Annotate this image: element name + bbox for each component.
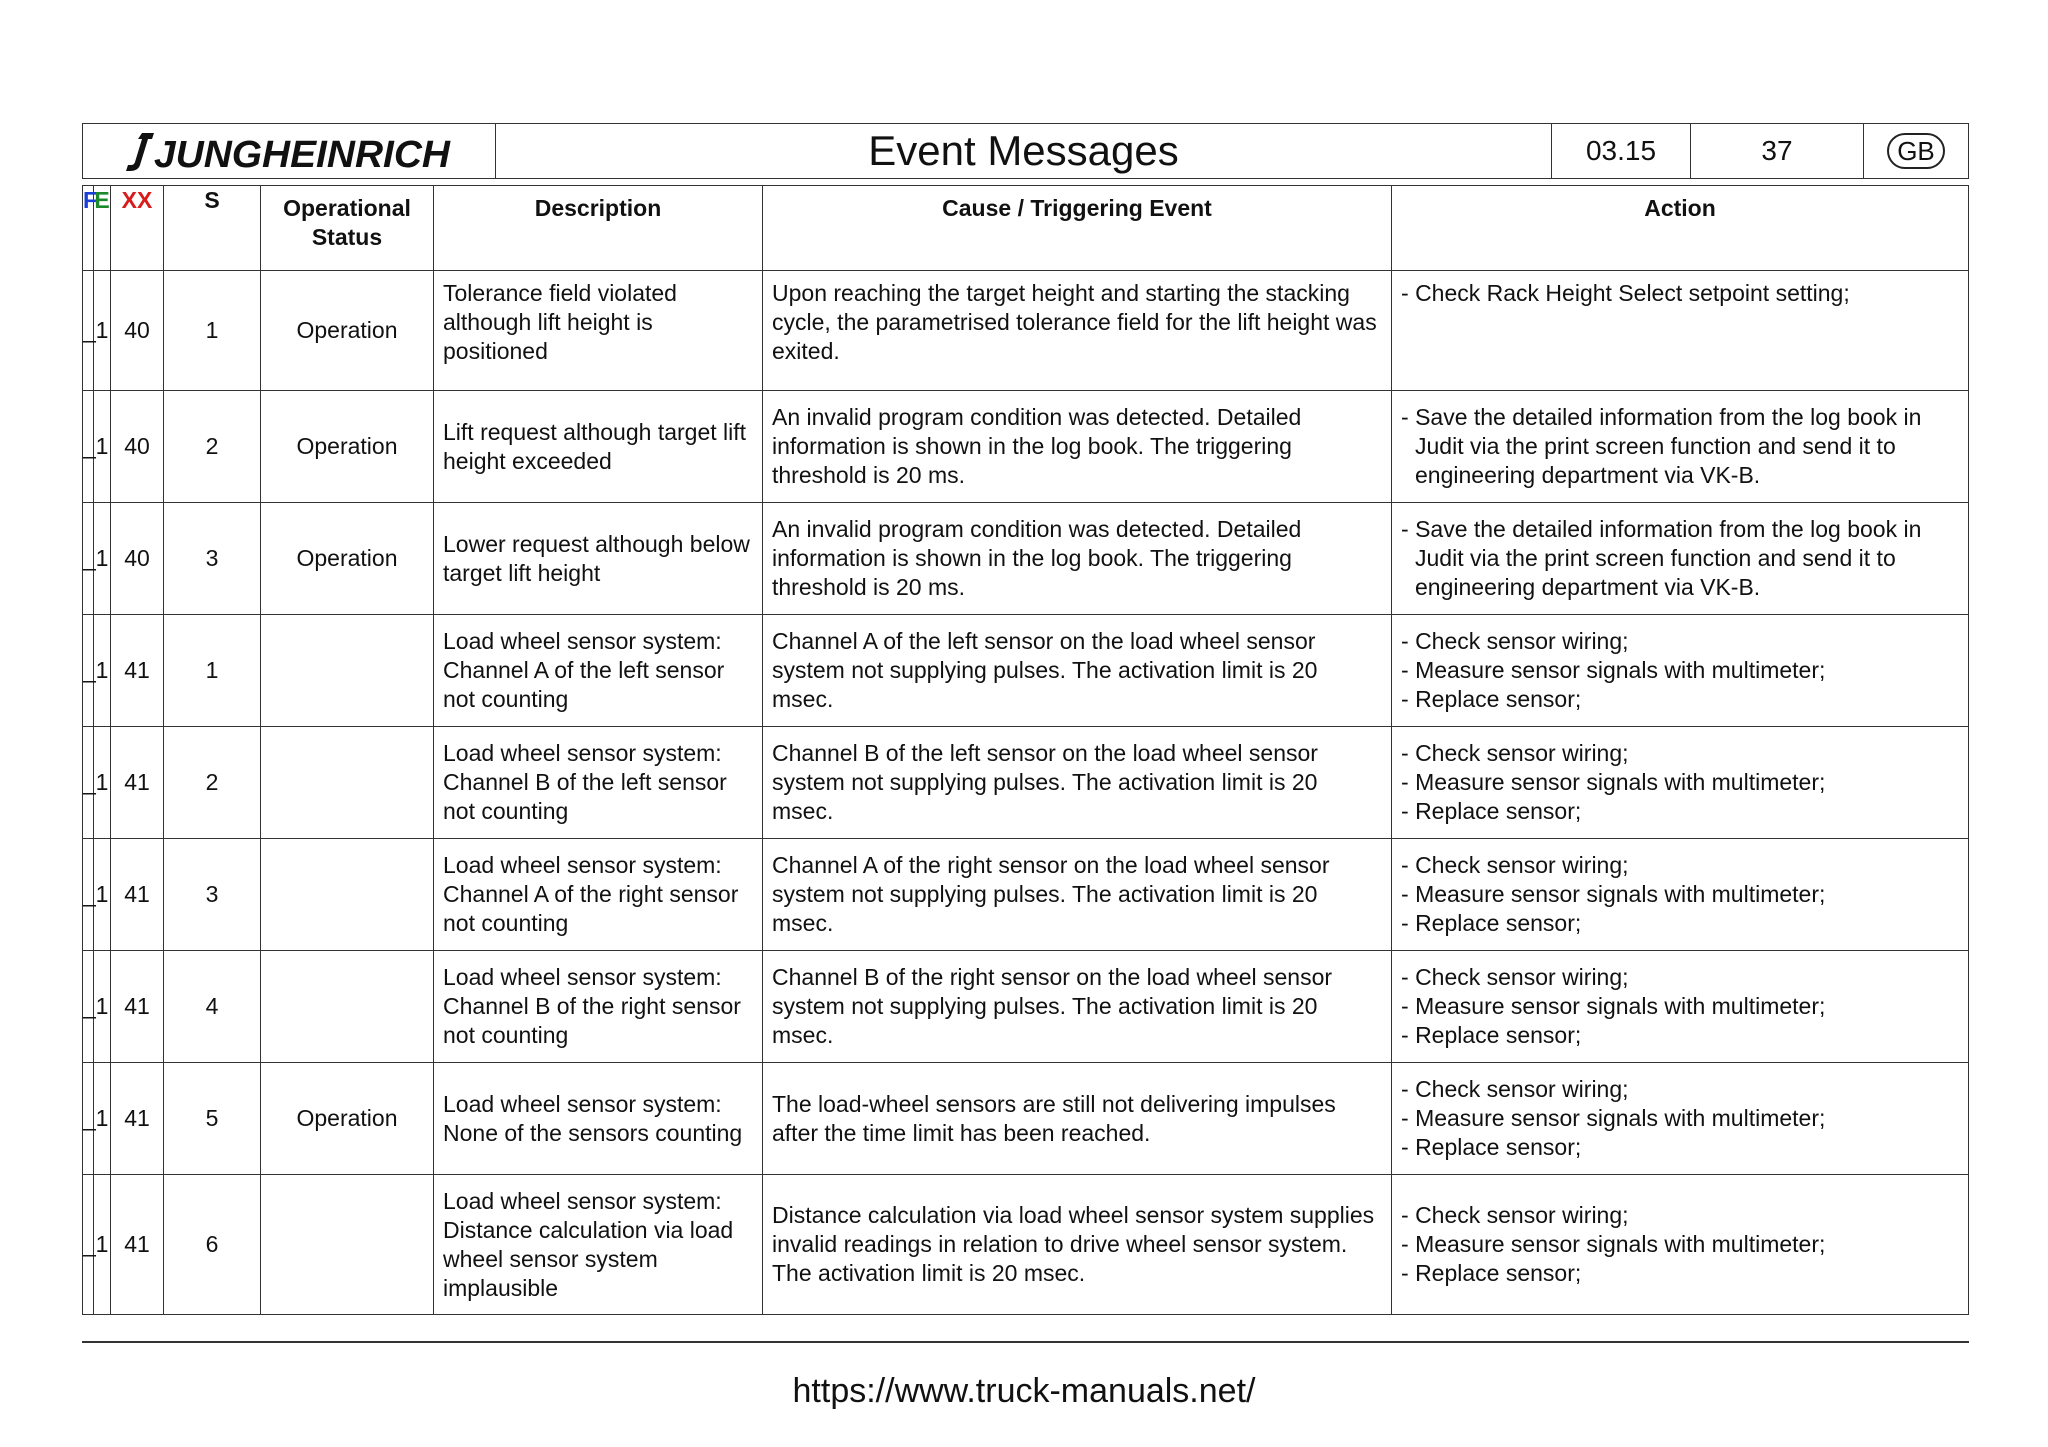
- cell-f: _: [83, 1175, 94, 1315]
- cell-s: 2: [164, 391, 261, 503]
- cell-xx: 40: [111, 271, 164, 391]
- footer-divider: [82, 1341, 1969, 1343]
- cell-e: 1: [94, 615, 111, 727]
- cell-e: 1: [94, 271, 111, 391]
- cell-operational-status: [261, 1175, 434, 1315]
- cell-cause: An invalid program condition was detected. Detailed information is shown in the log book. The triggering threshold is 20 ms.: [763, 503, 1392, 615]
- cell-operational-status: Operation: [261, 503, 434, 615]
- language-cell: [1864, 124, 1969, 179]
- cell-action: [1392, 1175, 1969, 1315]
- brand-logo-text: JUNGHEINRICH: [154, 134, 452, 173]
- cell-description: Lower request although below target lift height: [434, 503, 763, 615]
- cell-cause: Upon reaching the target height and starting the stacking cycle, the parametrised tolerance field for the lift height was exited.: [763, 271, 1392, 391]
- cell-description: Load wheel sensor system: Distance calculation via load wheel sensor system implausible: [434, 1175, 763, 1315]
- cell-e: 1: [94, 727, 111, 839]
- cell-s: 3: [164, 503, 261, 615]
- cell-f: _: [83, 271, 94, 391]
- action-item: - Replace sensor;: [1401, 797, 1959, 826]
- table-row: [83, 1175, 1969, 1315]
- table-header-row: [83, 186, 1969, 271]
- action-item: - Check sensor wiring;: [1401, 851, 1959, 880]
- action-list: [1401, 851, 1959, 938]
- brand-logo: [83, 124, 495, 178]
- table-row: [83, 727, 1969, 839]
- cell-f: _: [83, 727, 94, 839]
- cell-description: Load wheel sensor system: Channel B of the left sensor not counting: [434, 727, 763, 839]
- cell-f: _: [83, 391, 94, 503]
- action-item: - Replace sensor;: [1401, 1259, 1959, 1288]
- cell-cause: The load-wheel sensors are still not delivering impulses after the time limit has been reached.: [763, 1063, 1392, 1175]
- cell-operational-status: [261, 615, 434, 727]
- logo-cell: [83, 124, 496, 179]
- cell-f: _: [83, 503, 94, 615]
- action-item: - Measure sensor signals with multimeter;: [1401, 992, 1959, 1021]
- cell-e: 1: [94, 503, 111, 615]
- cell-operational-status: Operation: [261, 1063, 434, 1175]
- action-item: - Replace sensor;: [1401, 909, 1959, 938]
- table-row: [83, 615, 1969, 727]
- action-list: [1401, 963, 1959, 1050]
- cell-e: 1: [94, 951, 111, 1063]
- cell-s: 4: [164, 951, 261, 1063]
- action-item: - Replace sensor;: [1401, 1133, 1959, 1162]
- cell-s: 2: [164, 727, 261, 839]
- column-header-operational-status: Operational Status: [261, 186, 434, 271]
- page-number: 37: [1691, 124, 1864, 179]
- cell-xx: 41: [111, 1063, 164, 1175]
- cell-description: Load wheel sensor system: Channel A of the right sensor not counting: [434, 839, 763, 951]
- cell-action: [1392, 1063, 1969, 1175]
- action-list: [1401, 279, 1959, 308]
- cell-xx: 40: [111, 503, 164, 615]
- action-list: [1401, 515, 1959, 602]
- cell-cause: Channel A of the right sensor on the load wheel sensor system not supplying pulses. The activation limit is 20 msec.: [763, 839, 1392, 951]
- page-title: Event Messages: [496, 124, 1552, 179]
- cell-xx: 41: [111, 951, 164, 1063]
- column-header-f: F: [83, 186, 94, 271]
- action-item: - Check sensor wiring;: [1401, 963, 1959, 992]
- cell-operational-status: Operation: [261, 391, 434, 503]
- issue-date: 03.15: [1552, 124, 1691, 179]
- cell-description: Lift request although target lift height exceeded: [434, 391, 763, 503]
- action-item: - Measure sensor signals with multimeter;: [1401, 1104, 1959, 1133]
- cell-description: Load wheel sensor system: Channel B of the right sensor not counting: [434, 951, 763, 1063]
- cell-operational-status: [261, 727, 434, 839]
- table-row: [83, 839, 1969, 951]
- table-row: [83, 1063, 1969, 1175]
- cell-f: _: [83, 951, 94, 1063]
- action-item: - Measure sensor signals with multimeter;: [1401, 656, 1959, 685]
- column-header-s: S: [164, 186, 261, 271]
- action-list: [1401, 1201, 1959, 1288]
- table-row: [83, 271, 1969, 391]
- cell-cause: Channel A of the left sensor on the load wheel sensor system not supplying pulses. The activation limit is 20 msec.: [763, 615, 1392, 727]
- table-row: [83, 951, 1969, 1063]
- action-list: [1401, 1075, 1959, 1162]
- action-item: - Check sensor wiring;: [1401, 1201, 1959, 1230]
- column-header-cause: Cause / Triggering Event: [763, 186, 1392, 271]
- cell-s: 6: [164, 1175, 261, 1315]
- column-header-action: Action: [1392, 186, 1969, 271]
- cell-operational-status: Operation: [261, 271, 434, 391]
- action-item: - Measure sensor signals with multimeter;: [1401, 768, 1959, 797]
- cell-xx: 40: [111, 391, 164, 503]
- cell-action: [1392, 503, 1969, 615]
- cell-xx: 41: [111, 839, 164, 951]
- event-messages-table: [82, 185, 1969, 1315]
- cell-xx: 41: [111, 1175, 164, 1315]
- action-item: - Replace sensor;: [1401, 1021, 1959, 1050]
- footer-url[interactable]: https://www.truck-manuals.net/: [792, 1372, 1256, 1410]
- action-item: - Check sensor wiring;: [1401, 627, 1959, 656]
- cell-cause: Distance calculation via load wheel sensor system supplies invalid readings in relation to drive wheel sensor system. The activation limit is 20 msec.: [763, 1175, 1392, 1315]
- cell-description: Load wheel sensor system: Channel A of the left sensor not counting: [434, 615, 763, 727]
- cell-s: 1: [164, 271, 261, 391]
- language-badge: GB: [1887, 133, 1945, 169]
- cell-e: 1: [94, 391, 111, 503]
- column-header-xx: XX: [111, 186, 164, 271]
- cell-cause: Channel B of the right sensor on the load wheel sensor system not supplying pulses. The activation limit is 20 msec.: [763, 951, 1392, 1063]
- cell-description: Load wheel sensor system: None of the sensors counting: [434, 1063, 763, 1175]
- action-item: - Measure sensor signals with multimeter;: [1401, 880, 1959, 909]
- jungheinrich-logo-icon: [124, 129, 454, 173]
- action-list: [1401, 403, 1959, 490]
- cell-action: [1392, 271, 1969, 391]
- cell-operational-status: [261, 839, 434, 951]
- cell-action: [1392, 615, 1969, 727]
- cell-description: Tolerance field violated although lift height is positioned: [434, 271, 763, 391]
- cell-s: 3: [164, 839, 261, 951]
- action-item: - Check sensor wiring;: [1401, 1075, 1959, 1104]
- cell-f: _: [83, 1063, 94, 1175]
- cell-action: [1392, 391, 1969, 503]
- action-item: - Measure sensor signals with multimeter;: [1401, 1230, 1959, 1259]
- cell-operational-status: [261, 951, 434, 1063]
- cell-s: 5: [164, 1063, 261, 1175]
- column-header-description: Description: [434, 186, 763, 271]
- cell-f: _: [83, 615, 94, 727]
- table-body: [83, 271, 1969, 1315]
- action-item: - Check Rack Height Select setpoint setting;: [1401, 279, 1959, 308]
- action-item: - Save the detailed information from the log book in Judit via the print screen function and send it to engineering department via VK-B.: [1401, 403, 1959, 490]
- action-item: - Replace sensor;: [1401, 685, 1959, 714]
- cell-f: _: [83, 839, 94, 951]
- table-row: [83, 503, 1969, 615]
- column-header-e: E: [94, 186, 111, 271]
- action-item: - Save the detailed information from the log book in Judit via the print screen function and send it to engineering department via VK-B.: [1401, 515, 1959, 602]
- cell-action: [1392, 951, 1969, 1063]
- table-row: [83, 391, 1969, 503]
- cell-cause: An invalid program condition was detected. Detailed information is shown in the log book. The triggering threshold is 20 ms.: [763, 391, 1392, 503]
- cell-action: [1392, 839, 1969, 951]
- page-header: [82, 123, 1969, 179]
- cell-xx: 41: [111, 615, 164, 727]
- cell-xx: 41: [111, 727, 164, 839]
- cell-e: 1: [94, 1063, 111, 1175]
- cell-cause: Channel B of the left sensor on the load wheel sensor system not supplying pulses. The activation limit is 20 msec.: [763, 727, 1392, 839]
- action-list: [1401, 627, 1959, 714]
- cell-e: 1: [94, 839, 111, 951]
- cell-s: 1: [164, 615, 261, 727]
- action-list: [1401, 739, 1959, 826]
- cell-action: [1392, 727, 1969, 839]
- cell-e: 1: [94, 1175, 111, 1315]
- action-item: - Check sensor wiring;: [1401, 739, 1959, 768]
